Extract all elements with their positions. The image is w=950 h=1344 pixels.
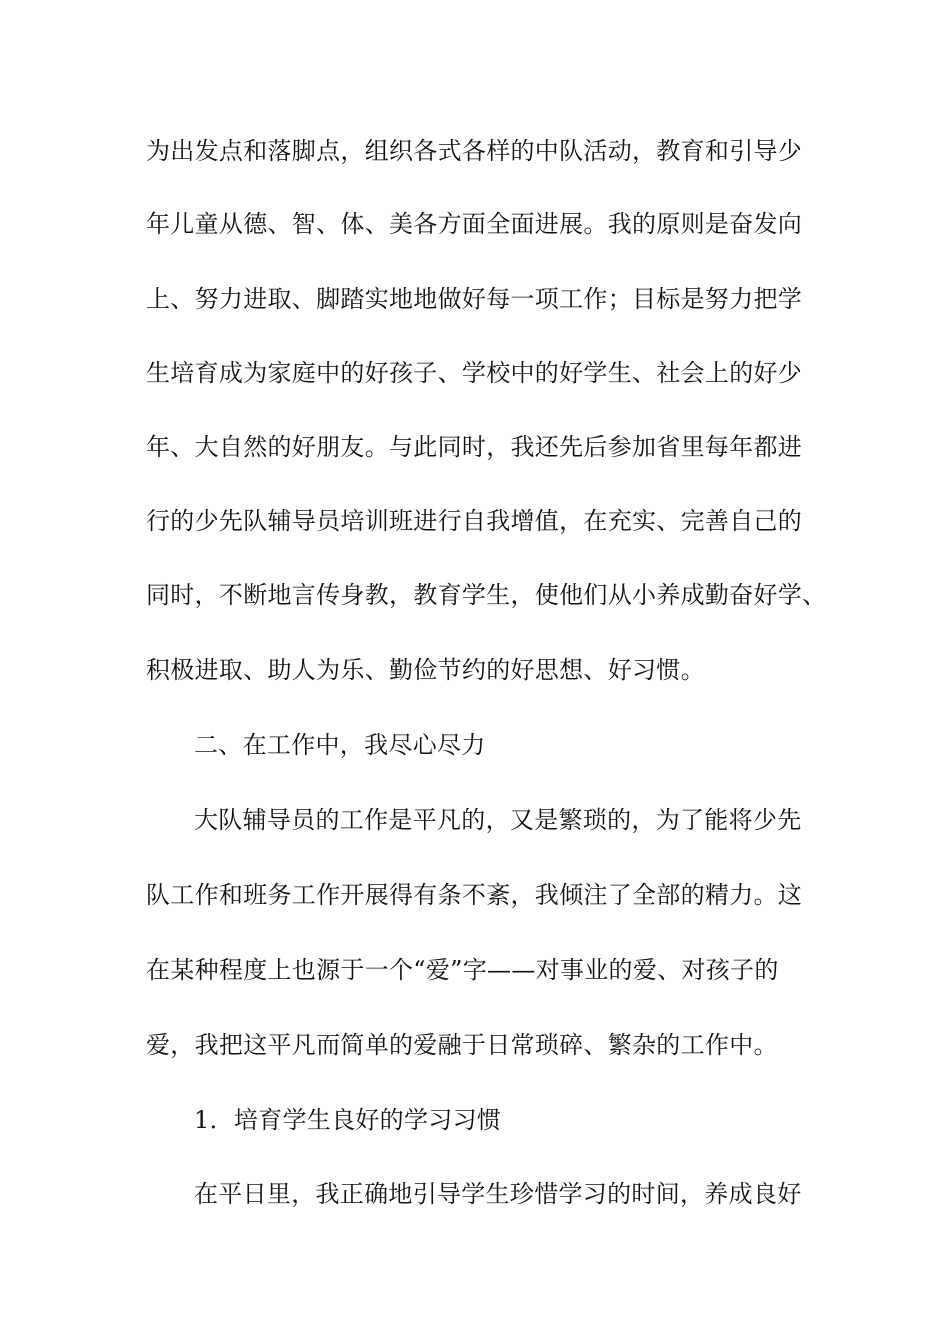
body-text-line: 行的少先队辅导员培训班进行自我增值，在充实、完善自己的 — [146, 507, 803, 535]
subsection-heading: 1．培育学生良好的学习习惯 — [194, 1106, 502, 1134]
body-text-line: 在某种程度上也源于一个“爱”字——对事业的爱、对孩子的 — [146, 956, 779, 984]
body-text-line: 年、大自然的好朋友。与此同时，我还先后参加省里每年都进 — [146, 433, 803, 461]
body-text-line: 积极进取、助人为乐、勤俭节约的好思想、好习惯。 — [146, 656, 705, 684]
body-text-line: 在平日里，我正确地引导学生珍惜学习的时间，养成良好 — [194, 1180, 802, 1208]
body-text-line: 同时，不断地言传身教，教育学生，使他们从小养成勤奋好学、 — [146, 581, 827, 609]
body-text-line: 生培育成为家庭中的好孩子、学校中的好学生、社会上的好少 — [146, 359, 803, 387]
body-text-line: 爱，我把这平凡而简单的爱融于日常琐碎、繁杂的工作中。 — [146, 1031, 778, 1059]
body-text-line: 队工作和班务工作开展得有条不紊，我倾注了全部的精力。这 — [146, 881, 803, 909]
body-text-line: 为出发点和落脚点，组织各式各样的中队活动，教育和引导少 — [146, 137, 803, 165]
body-text-line: 大队辅导员的工作是平凡的，又是繁琐的，为了能将少先 — [194, 806, 802, 834]
body-text-line: 上、努力进取、脚踏实地地做好每一项工作；目标是努力把学 — [146, 285, 803, 313]
body-text-line: 年儿童从德、智、体、美各方面全面进展。我的原则是奋发向 — [146, 210, 803, 238]
section-heading: 二、在工作中，我尽心尽力 — [194, 731, 486, 759]
